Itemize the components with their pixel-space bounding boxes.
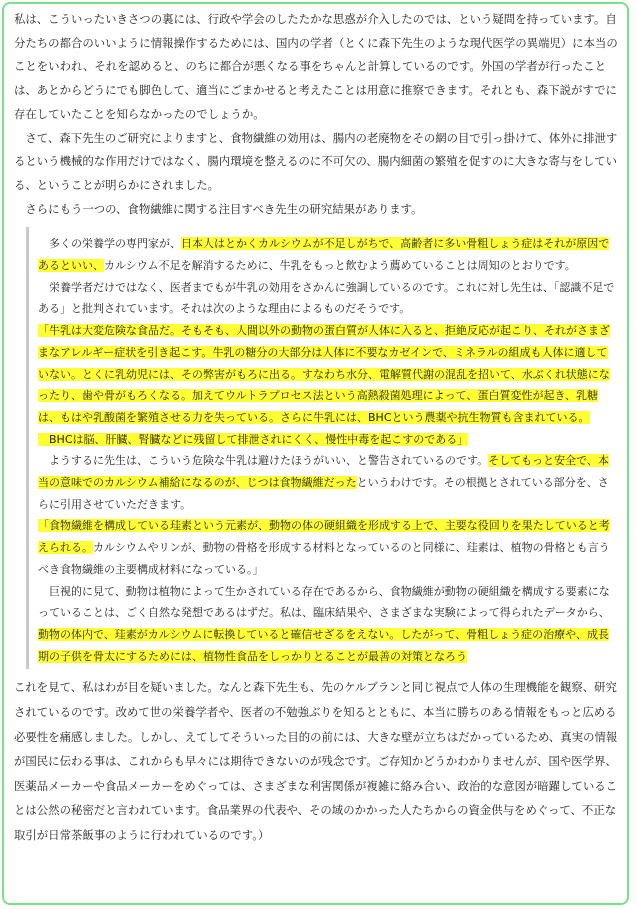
paragraph: さらにもう一つの、食物繊維に関する注目すべき先生の研究結果があります。 <box>14 201 423 216</box>
quote-text: 多くの栄養学の専門家が、 <box>38 237 181 251</box>
quote-paragraph <box>38 320 617 429</box>
quote-text: というわけです。その根拠とされている部分を、さらに引用させていただきます。 <box>38 476 609 511</box>
blockquote <box>26 227 619 669</box>
highlighted-text: 「食物繊維を構成している珪素という元素が、動物の体の硬組織を形成する上で、主要な役回りを果たしていると考えられる。 <box>38 519 610 555</box>
quote-text: ようするに先生は、こういう危険な牛乳は避けたほうがいい、と警告されているのです。 <box>38 454 489 468</box>
quote-paragraph <box>38 233 617 276</box>
quote-text: 巨視的に見て、動物は植物によって生かされている存在であるから、食物繊維が動物の硬組織を構成する要素になっていることは、ごく自然な発想であるはずだ。私は、臨床結果や、さまざまな実験によって得られたデータから、 <box>38 584 610 620</box>
quote-paragraph <box>38 581 617 668</box>
quote-paragraph <box>38 515 617 580</box>
paragraph: これを見て、私はわが目を疑いました。なんと森下先生も、先のケルブランと同じ視点で人体の生理機能を観察、研究されているのです。改めて世の栄養学者や、医者の不勉強ぶりを知るとともに、本当に勝ちのある情報をもっと広める必要性を痛感しました。しかし、えてしてそういった目的の前には、大きな壁が立ちはだかっているため、真実の情報が国民に伝わる事は、これからも早々には期待できないのが残念です。ご存知かどうかわかりませんが、国や医学界、医薬品メーカーや食品メーカーをめぐっては、さまざまな利害関係が複雑に絡み合い、政治的な意図が暗躍していることは公然の秘密だと言われています。食品業界の代表や、その域のかかった人たちからの資金供与をめぐって、不正な取引が日常茶飯事のように行われているのです。） <box>14 680 618 842</box>
closing-section <box>14 675 619 847</box>
quote-paragraph <box>38 429 617 451</box>
highlighted-text: BHCは脳、肝臓、腎臓などに残留して排泄されにくく、慢性中毒を起こすのである」 <box>38 432 469 446</box>
highlighted-text: そしてもっと安全で、本当の意味でのカルシウム補給になるのが、じつは食物繊維だった <box>38 454 609 490</box>
paragraph: さて、森下先生のご研究によりますと、食物繊維の効用は、腸内の老廃物をその網の目で引っ掛けて、体外に排泄するという機械的な作用だけではなく、腸内環境を整えるのに不可欠の、腸内細菌の繁殖を促すのに大きな寄与をしている、ということが明らかにされました。 <box>14 130 618 192</box>
quote-paragraph: 栄養学者だけではなく、医者までもが牛乳の効用をさかんに強調しているのです。これに対し先生は、「認識不足である」と批判されています。それは次のような理由によるものだそうです。 <box>38 280 615 316</box>
quote-text: カルシウム不足を解消するために、牛乳をもっと飲むよう薦めていることは周知のとおりです。 <box>104 259 576 273</box>
highlighted-text: 「牛乳は大変危険な食品だ。そもそも、人間以外の動物の蛋白質が人体に入ると、拒絶反応が起こり、それがさまざまなアレルギー症状を引き起こす。牛乳の糖分の大部分は人体に不要なカゼインで、ミネラルの組成も人体に適していない。とくに乳幼児には、その弊害がもろに出る。すなわち水分、電解質代謝の混乱を招いて、水ぶくれ状態になったり、歯や骨がもろくなる。加えてウルトラプロセス法という高熱殺菌処理によって、蛋白質変性が起き、乳糖は、もはや乳酸菌を繁殖させる力を失っている。さらに牛乳には、BHCという農薬や抗生物質も含まれている。 <box>38 324 610 424</box>
highlighted-text: 日本人はとかくカルシウムが不足しがちで、高齢者に多い骨粗しょう症はそれが原因であるといい、 <box>38 237 610 273</box>
quote-text: カルシウムやリンが、動物の骨格を形成する材料となっているのと同様に、珪素は、植物の骨格とも言うべき食物繊維の主要構成材料になっている。」 <box>38 541 610 576</box>
paragraph: 私は、こういったいきさつの裏には、行政や学会のしたたかな思惑が介入したのでは、という疑問を持っています。自分たちの都合のいいように情報操作するためには、国内の学者（とくに森下先生のような現代医学の異端児）に本当のことをいわれ、それを認めると、のちに都合が悪くなる事をちゃんと計算しているのです。外国の学者が行ったことは、あとからどうにでも脚色して、適当にごまかせると考えたことは用意に推察できます。それとも、森下説がすでに存在していたことを知らなかったのでしょうか。 <box>14 12 618 121</box>
article-frame <box>2 2 629 905</box>
quote-paragraph <box>38 450 617 515</box>
highlighted-text: 動物の体内で、珪素がカルシウムに転換していると確信せざるをえない。したがって、骨粗しょう症の治療や、成長期の子供を骨太にするためには、植物性食品をしっかりとることが最善の対策となろう <box>38 627 609 663</box>
article-body <box>4 4 627 848</box>
